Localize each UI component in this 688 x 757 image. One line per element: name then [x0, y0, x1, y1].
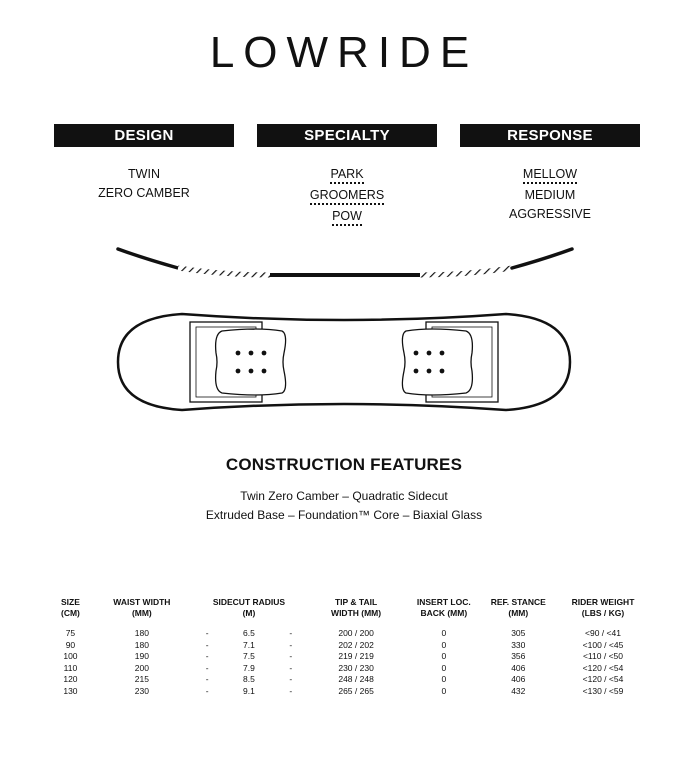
cell-dash: -	[205, 639, 209, 650]
response-option-mellow: MELLOW	[523, 167, 577, 184]
response-option-aggressive: AGGRESSIVE	[509, 207, 591, 221]
header-sidecut-radius: SIDECUT RADIUS (M)	[212, 597, 286, 618]
response-header: RESPONSE	[460, 124, 640, 147]
cell-dash: -	[289, 685, 293, 696]
table-row	[48, 674, 652, 686]
specialty-header: SPECIALTY	[257, 124, 437, 147]
construction-features-title: CONSTRUCTION FEATURES	[225, 455, 463, 474]
cell-insert: 0	[441, 639, 447, 650]
right-binding-pad	[402, 329, 472, 395]
cell-sidecut: 7.9	[243, 662, 255, 673]
specialty-option-park: PARK	[330, 167, 363, 184]
design-option-twin: TWIN	[128, 167, 160, 181]
cell-size: 120	[63, 674, 78, 684]
cell-insert: 0	[441, 651, 447, 661]
cell-rider: <110 / <50	[582, 651, 623, 661]
table-row	[48, 640, 652, 652]
cell-waist: 215	[134, 674, 149, 684]
specialty-option-pow: POW	[332, 209, 362, 226]
cell-waist: 200	[134, 662, 149, 673]
table-row	[48, 663, 652, 675]
construction-line-2: Extruded Base – Foundation™ Core – Biaxial Glass	[205, 508, 483, 522]
product-title: LOWRIDE	[209, 28, 479, 77]
cell-tiptail: 248 / 248	[338, 674, 374, 684]
cell-sidecut: 7.5	[243, 651, 255, 661]
design-header: DESIGN	[54, 124, 234, 147]
header-tip-tail-width: TIP & TAIL WIDTH (MM)	[331, 597, 382, 618]
specs-table	[48, 597, 652, 697]
cell-rider: <90 / <41	[585, 628, 621, 638]
cell-sidecut: 8.5	[243, 674, 255, 684]
cell-dash: -	[205, 685, 209, 696]
cell-tiptail: 230 / 230	[338, 662, 374, 673]
cell-stance: 330	[511, 639, 526, 650]
cell-waist: 180	[134, 628, 149, 638]
cell-dash: -	[289, 628, 293, 638]
cell-waist: 190	[134, 651, 149, 661]
cell-waist: 230	[134, 685, 149, 696]
cell-tiptail: 219 / 219	[338, 651, 374, 661]
header-insert-loc: INSERT LOC. BACK (MM)	[416, 597, 471, 618]
cell-rider: <100 / <45	[582, 639, 624, 650]
cell-tiptail: 265 / 265	[338, 685, 374, 696]
cell-insert: 0	[441, 662, 447, 673]
cell-insert: 0	[441, 674, 447, 684]
cell-size: 110	[63, 662, 78, 673]
cell-dash: -	[205, 662, 209, 673]
cell-stance: 356	[511, 651, 526, 661]
cell-dash: -	[289, 674, 293, 684]
cell-waist: 180	[134, 639, 149, 650]
cell-dash: -	[289, 651, 293, 661]
specs-header-row	[48, 597, 652, 628]
response-options	[460, 165, 640, 224]
design-option-zero-camber: ZERO CAMBER	[98, 186, 190, 200]
cell-dash: -	[205, 674, 209, 684]
cell-size: 130	[63, 685, 78, 696]
design-options	[54, 165, 234, 203]
cell-dash: -	[289, 639, 293, 650]
cell-tiptail: 202 / 202	[338, 639, 374, 650]
cell-size: 100	[63, 651, 78, 661]
cell-size: 75	[65, 628, 76, 638]
cell-rider: <120 / <54	[582, 674, 624, 684]
cell-dash: -	[205, 651, 209, 661]
cell-rider: <120 / <54	[582, 662, 624, 673]
construction-line-1: Twin Zero Camber – Quadratic Sidecut	[240, 489, 448, 503]
cell-sidecut: 6.5	[243, 628, 255, 638]
header-rider-weight: RIDER WEIGHT (LBS / KG)	[571, 597, 635, 618]
cell-insert: 0	[441, 685, 447, 696]
snowboard-top-view	[112, 308, 576, 416]
specialty-option-groomers: GROOMERS	[310, 188, 384, 205]
cell-tiptail: 200 / 200	[338, 628, 374, 638]
cell-dash: -	[289, 662, 293, 673]
response-option-medium: MEDIUM	[524, 188, 576, 202]
header-waist-width: WAIST WIDTH (MM)	[113, 597, 171, 618]
table-row	[48, 686, 652, 698]
cell-dash: -	[205, 628, 209, 638]
table-row	[48, 651, 652, 663]
header-size: SIZE (CM)	[60, 597, 80, 618]
cell-stance: 305	[511, 628, 526, 638]
cell-size: 90	[65, 639, 76, 650]
cell-rider: <130 / <59	[582, 685, 624, 696]
cell-stance: 406	[511, 662, 526, 673]
table-row	[48, 628, 652, 640]
cell-sidecut: 9.1	[243, 685, 255, 696]
cell-stance: 406	[511, 674, 526, 684]
cell-stance: 432	[511, 685, 526, 696]
cell-insert: 0	[441, 628, 447, 638]
specialty-options	[257, 165, 437, 228]
left-binding-pad	[216, 329, 286, 395]
camber-profile-diagram	[110, 240, 580, 285]
cell-sidecut: 7.1	[243, 639, 255, 650]
header-ref-stance: REF. STANCE (MM)	[490, 597, 546, 618]
